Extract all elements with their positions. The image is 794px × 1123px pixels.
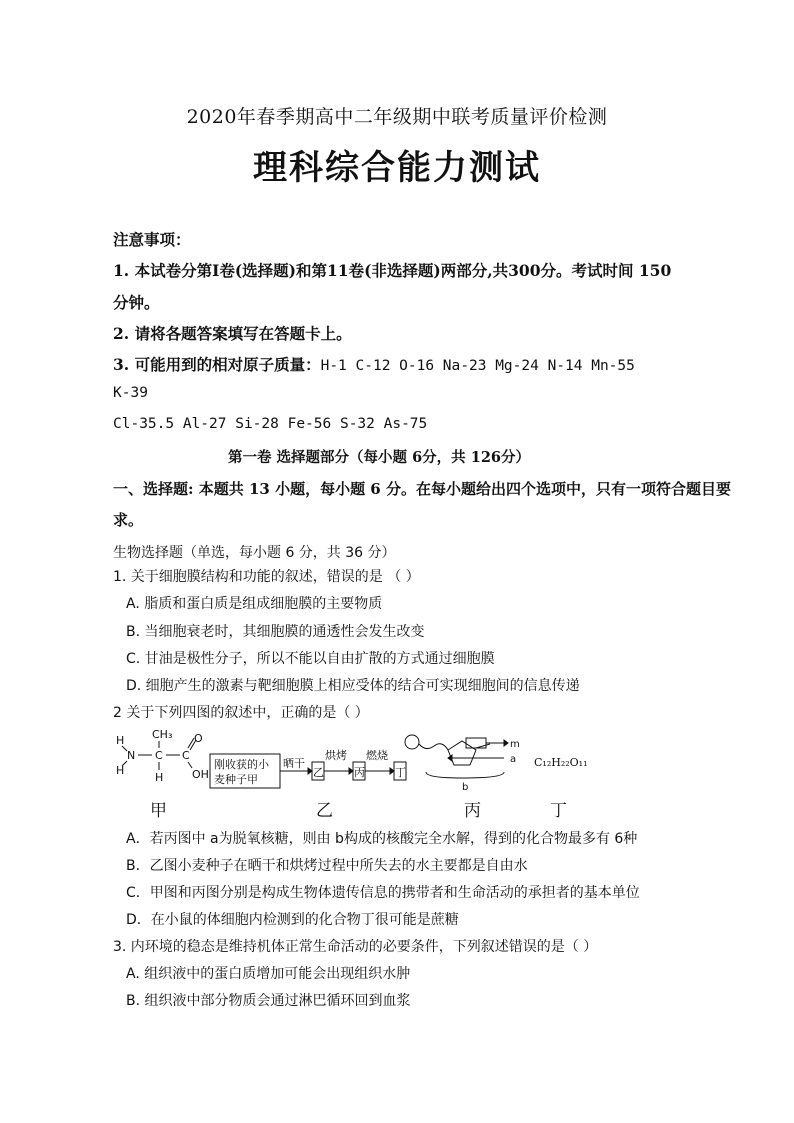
q2-option-c: C．甲图和丙图分别是构成生物体遗传信息的携带者和生命活动的承担者的基本单位 bbox=[126, 885, 640, 901]
q1-option-b: B. 当细胞衰老时，其细胞膜的通透性会发生改变 bbox=[126, 624, 425, 640]
q2-option-b: B．乙图小麦种子在晒干和烘烤过程中所失去的水主要都是自由水 bbox=[126, 858, 528, 874]
notice-item-3-prefix: 3. 可能用到的相对原子质量： bbox=[113, 355, 321, 374]
notice-item-1-cont: 分钟。 bbox=[113, 293, 160, 312]
flow-box-line1: 刚收获的小 bbox=[214, 758, 269, 771]
caption-jia: 甲 bbox=[150, 801, 167, 821]
q3-option-b: B. 组织液中部分物质会通过淋巴循环回到血浆 bbox=[126, 993, 411, 1009]
caption-bing: 丙 bbox=[464, 801, 481, 821]
q1-option-d: D. 细胞产生的激素与靶细胞膜上相应受体的结合可实现细胞间的信息传递 bbox=[126, 678, 580, 694]
q2-option-d: D．在小鼠的体细胞内检测到的化合物丁很可能是蔗糖 bbox=[126, 912, 459, 928]
q1-stem: 1. 关于细胞膜结构和功能的叙述，错误的是 （ ） bbox=[113, 569, 420, 585]
exam-title: 理科综合能力测试 bbox=[253, 148, 541, 188]
caption-yi: 乙 bbox=[316, 801, 333, 821]
flow-yi: 乙 bbox=[313, 766, 324, 779]
amino-c1: C bbox=[155, 749, 163, 762]
amino-h2: H bbox=[116, 764, 125, 777]
q3-option-a: A. 组织液中的蛋白质增加可能会出现组织水肿 bbox=[126, 966, 411, 982]
amino-h1: H bbox=[116, 734, 125, 747]
flow-ding: 丁 bbox=[395, 766, 406, 779]
section-instructions: 一、选择题: 本题共 13 小题，每小题 6 分。在每小题给出四个选项中，只有一项符合题目要 bbox=[113, 480, 731, 498]
amino-ch3: CH₃ bbox=[152, 728, 173, 741]
notice-item-1: 1. 本试卷分第Ⅰ卷(选择题)和第11卷(非选择题)两部分,共300分。考试时间 150 bbox=[113, 261, 672, 280]
atomic-masses-3: Cl-35.5 Al-27 Si-28 Fe-56 S-32 As-75 bbox=[113, 416, 428, 432]
flow-bing: 丙 bbox=[354, 766, 365, 779]
notice-item-2: 2. 请将各题答案填写在答题卡上。 bbox=[113, 324, 352, 343]
flow-box-line2: 麦种子甲 bbox=[214, 773, 258, 786]
q2-option-a: A．若丙图中 a为脱氧核糖，则由 b构成的核酸完全水解，得到的化合物最多有 6种 bbox=[126, 831, 638, 847]
exam-subtitle: 2020年春季期高中二年级期中联考质量评价检测 bbox=[186, 106, 608, 128]
amino-n: N bbox=[127, 749, 136, 762]
nucleotide-b: b bbox=[462, 782, 469, 793]
q3-stem: 3. 内环境的稳态是维持机体正常生命活动的必要条件，下列叙述错误的是（ ） bbox=[113, 939, 598, 955]
amino-oh: OH bbox=[192, 768, 209, 781]
caption-ding: 丁 bbox=[550, 801, 567, 821]
flow-step-1: 晒干 bbox=[283, 757, 305, 770]
nucleotide-m: m bbox=[510, 739, 520, 750]
flow-step-2: 烘烤 bbox=[325, 749, 347, 762]
bio-heading: 生物选择题（单选，每小题 6 分，共 36 分） bbox=[113, 545, 396, 561]
notice-item-3 bbox=[113, 353, 635, 375]
q2-stem: 2 关于下列四图的叙述中，正确的是（ ） bbox=[113, 705, 369, 721]
q1-option-a: A. 脂质和蛋白质是组成细胞膜的主要物质 bbox=[126, 596, 383, 612]
atomic-masses-2: K-39 bbox=[113, 385, 148, 401]
notice-heading: 注意事项： bbox=[113, 230, 191, 249]
part-title: 第一卷 选择题部分（每小题 6分，共 126分） bbox=[228, 449, 530, 466]
atomic-masses: H-1 C-12 O-16 Na-23 Mg-24 N-14 Mn-55 bbox=[320, 358, 635, 374]
q1-option-c: C. 甘油是极性分子，所以不能以自由扩散的方式通过细胞膜 bbox=[126, 651, 495, 667]
amino-o: O bbox=[194, 732, 203, 745]
q2-diagram bbox=[112, 724, 672, 844]
sucrose-formula: C₁₂H₂₂O₁₁ bbox=[534, 756, 588, 769]
amino-c2: C bbox=[182, 749, 190, 762]
amino-h3: H bbox=[155, 771, 164, 784]
flow-step-3: 燃烧 bbox=[366, 749, 388, 762]
nucleotide-a: a bbox=[510, 754, 517, 765]
section-instructions-cont: 求。 bbox=[113, 511, 144, 529]
